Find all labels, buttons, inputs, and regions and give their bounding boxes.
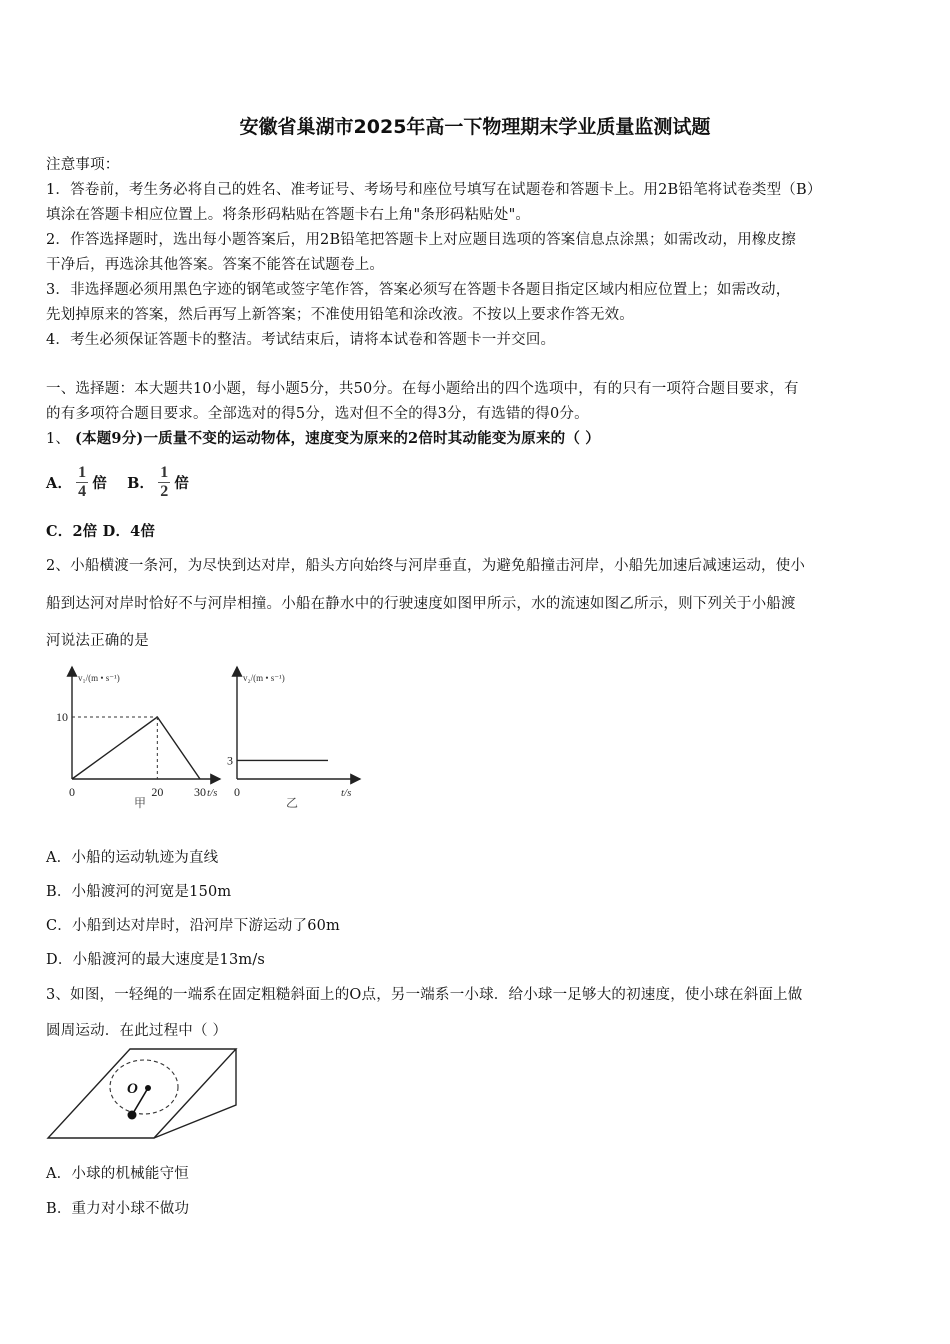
q2-figure — [40, 655, 370, 815]
q2-stem-3: 河说法正确的是 — [46, 633, 149, 649]
circular-path — [110, 1060, 178, 1114]
fraction-numerator: 1 — [160, 463, 169, 481]
notice-line-7: 4．考生必须保证答题卡的整洁。考试结束后，请将本试卷和答题卡一并交回。 — [46, 332, 556, 348]
yi-y-tick-label: 3 — [227, 753, 233, 768]
jia-x-tick-label: 20 — [151, 785, 164, 799]
section-intro-2: 的有多项符合题目要求。全部选对的得5分，选对但不全的得3分，有选错的得0分。 — [46, 406, 589, 422]
fraction-numerator: 1 — [78, 463, 87, 481]
label-o: O — [127, 1081, 138, 1097]
fraction-denominator: 4 — [78, 482, 87, 500]
q1-options-cd: C．2倍 D．4倍 — [46, 523, 156, 540]
yi-x-tick-label: 0 — [234, 785, 240, 799]
chart-yi — [227, 667, 360, 810]
fraction-denominator: 2 — [160, 482, 169, 500]
q3-incline-figure — [44, 1045, 244, 1145]
yi-y-label: v₂/(m • s⁻¹) — [243, 673, 285, 683]
incline-top-face — [48, 1049, 236, 1138]
q3-option-b: B．重力对小球不做功 — [46, 1201, 190, 1217]
q1-options-ab — [46, 460, 908, 504]
q1-text: (本题9分)一质量不变的运动物体，速度变为原来的2倍时其动能变为原来的（ ） — [74, 430, 600, 447]
q2-stem-1: 2、小船横渡一条河，为尽快到达对岸，船头方向始终与河岸垂直，为避免船撞击河岸，小船先加速后减速运动，使小 — [46, 558, 806, 574]
q2-option-d: D．小船渡河的最大速度是13m/s — [46, 952, 266, 968]
notice-line-3: 2．作答选择题时，选出每小题答案后，用2B铅笔把答题卡上对应题目选项的答案信息点涂黑；如需改动，用橡皮擦 — [46, 232, 797, 248]
jia-caption: 甲 — [133, 796, 147, 810]
yi-caption: 乙 — [285, 796, 299, 810]
q2-option-c: C．小船到达对岸时，沿河岸下游运动了60m — [46, 918, 340, 934]
notice-line-6: 先划掉原来的答案，然后再写上新答案；不准使用铅笔和涂改液。不按以上要求作答无效。 — [46, 307, 634, 323]
q1-stem — [46, 427, 908, 448]
jia-series-line — [72, 717, 200, 779]
chart-jia — [56, 667, 220, 810]
q3-stem-2: 圆周运动．在此过程中（ ） — [46, 1023, 228, 1039]
q1-option-a-unit: 倍 — [92, 474, 108, 492]
notice-line-2: 填涂在答题卡相应位置上。将条形码粘贴在答题卡右上角"条形码粘贴处"。 — [46, 207, 531, 223]
notice-line-4: 干净后，再选涂其他答案。答案不能答在试题卷上。 — [46, 257, 385, 273]
q1-option-b-label: B． — [127, 474, 155, 492]
fraction-one-quarter — [76, 464, 88, 501]
q2-option-b: B．小船渡河的河宽是150m — [46, 884, 232, 900]
q3-option-a: A．小球的机械能守恒 — [46, 1166, 189, 1182]
q1-number: 1、 — [46, 431, 71, 447]
ball — [128, 1111, 137, 1120]
q1-option-a-label: A． — [46, 474, 73, 492]
notice-heading: 注意事项： — [46, 157, 120, 173]
section-intro-1: 一、选择题：本大题共10小题，每小题5分，共50分。在每小题给出的四个选项中，有的只有一项符合题目要求，有 — [46, 381, 799, 397]
fraction-one-half — [158, 464, 170, 501]
jia-x-tick-label: 0 — [69, 785, 75, 799]
jia-x-tick-label: 30 — [194, 785, 206, 799]
q2-option-a: A．小船的运动轨迹为直线 — [46, 850, 219, 866]
page-title: 安徽省巢湖市2025年高一下物理期末学业质量监测试题 — [239, 116, 711, 138]
notice-line-5: 3．非选择题必须用黑色字迹的钢笔或签字笔作答，答案必须写在答题卡各题目指定区域内相应位置上；如需改动， — [46, 282, 791, 298]
jia-y-label: v₁/(m • s⁻¹) — [78, 673, 120, 683]
notice-line-1: 1．答卷前，考生务必将自己的姓名、准考证号、考场号和座位号填写在试题卷和答题卡上。用2B铅笔将试卷类型（B） — [46, 182, 822, 198]
q1-option-b-unit: 倍 — [174, 474, 190, 492]
yi-x-label: t/s — [341, 787, 352, 799]
pivot-point-o — [145, 1085, 151, 1091]
jia-y-tick-label: 10 — [56, 710, 68, 724]
q2-stem-2: 船到达河对岸时恰好不与河岸相撞。小船在静水中的行驶速度如图甲所示，水的流速如图乙所示，则下列关于小船渡 — [46, 596, 796, 612]
jia-x-label: t/s — [207, 787, 218, 799]
q3-stem-1: 3、如图，一轻绳的一端系在固定粗糙斜面上的O点，另一端系一小球．给小球一足够大的初速度，使小球在斜面上做 — [46, 987, 803, 1003]
